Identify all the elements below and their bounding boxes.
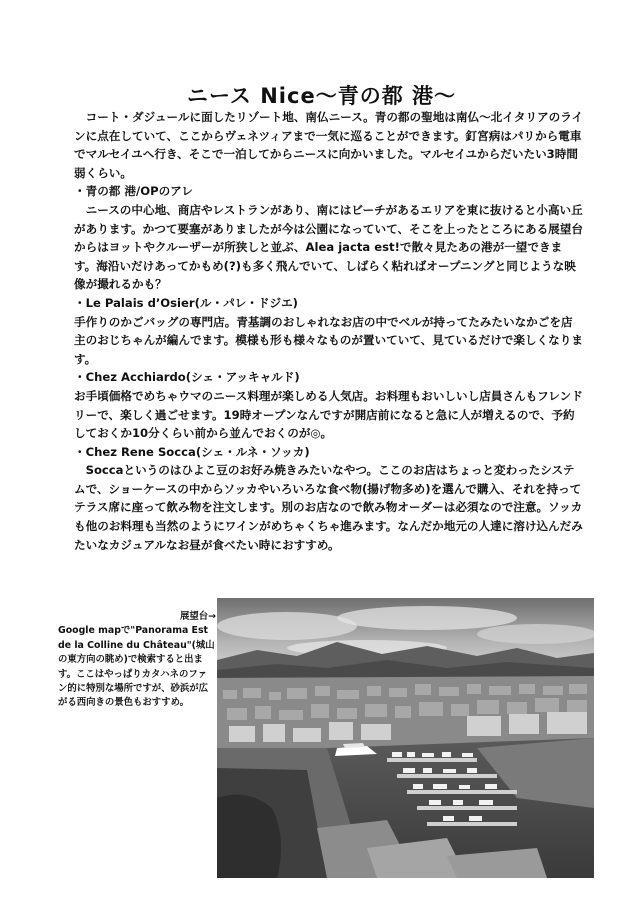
harbor-photo — [217, 598, 594, 878]
section-heading-harbor: ・青の都 港/OPのアレ — [74, 184, 193, 199]
section-heading-chez-rene-socca: ・Chez Rene Socca(シェ・ルネ・ソッカ) — [74, 444, 310, 459]
section-heading-chez-acchiardo: ・Chez Acchiardo(シェ・アッキャルド) — [74, 370, 300, 385]
section-text-chez-rene-socca: Soccaというのはひよこ豆のお好み焼きみたいなやつ。ここのお店はちょっと変わったシステムで、ショーケースの中からソッカやいろいろな食べ物(揚げ物多め)を選んで購入、それを持ってテラス席に座って飲み物を注文します。別のお店なので飲み物オーダーは必須なので注意。ソッカも他のお料理も当然のようにワインがめちゃくちゃ進みます。なんだか地元の人達に溶け込んだみたいなカジュアルなお昼が食べたい時におすすめ。 — [74, 463, 583, 552]
intro-paragraph: コート・ダジュールに面したリゾート地、南仏ニース。青の都の聖地は南仏～北イタリアのラインに点在していて、ここからヴェネツィアまで一気に巡ることができます。釘宮病はパリから電車でマルセイユへ行き、そこで一泊してからニースに向かいました。マルセイユからだいたい3時間弱くらい。 — [74, 110, 584, 180]
page-title: ニース Nice～青の都 港～ — [186, 84, 457, 108]
article-body — [74, 108, 584, 554]
section-text-palais-osier: 手作りのかごバッグの専門店。青基調のおしゃれなお店の中でベルが持ってたみたいなかごを店主のおじちゃんが編んでます。模様も形も様々なものが置いていて、見ているだけで楽しくなります。 — [74, 314, 583, 366]
section-text-harbor: ニースの中心地、商店やレストランがあり、南にはビーチがあるエリアを東に抜けると小高い丘があります。かつて要塞がありましたが今は公園になっていて、そこを上ったところにある展望台からはヨットやクルーザーが所狭しと並ぶ、Alea jacta est!で散々見たあの港が一望できます。海沿いだけあってかもめ(?)も多く飛んでいて、しばらく粘ればオープニングと同じような映像が撮れるかも？ — [74, 202, 583, 292]
caption-text: Google mapで"Panorama Est de la Colline du Château"(城山の東方向の眺め)で検索すると出ます。ここはやっぱりカタハネのファン的に特別な場所ですが、砂浜が広がる西向きの景色もおすすめ。 — [58, 625, 215, 709]
caption-heading: 展望台→ — [180, 611, 216, 622]
photo-caption — [58, 610, 216, 711]
section-text-chez-acchiardo: お手頃価格でめちゃウマのニース料理が楽しめる人気店。お料理もおいしいし店員さんもフレンドリーで、楽しく過ごせます。19時オープンなんですが開店前になると急に人が増えるので、予約しておくか10分くらい前から並んでおくのが◎。 — [74, 388, 583, 441]
section-heading-palais-osier: ・Le Palais d’Osier(ル・パレ・ドジエ) — [74, 295, 298, 310]
harbor-photo-icon — [217, 598, 594, 878]
